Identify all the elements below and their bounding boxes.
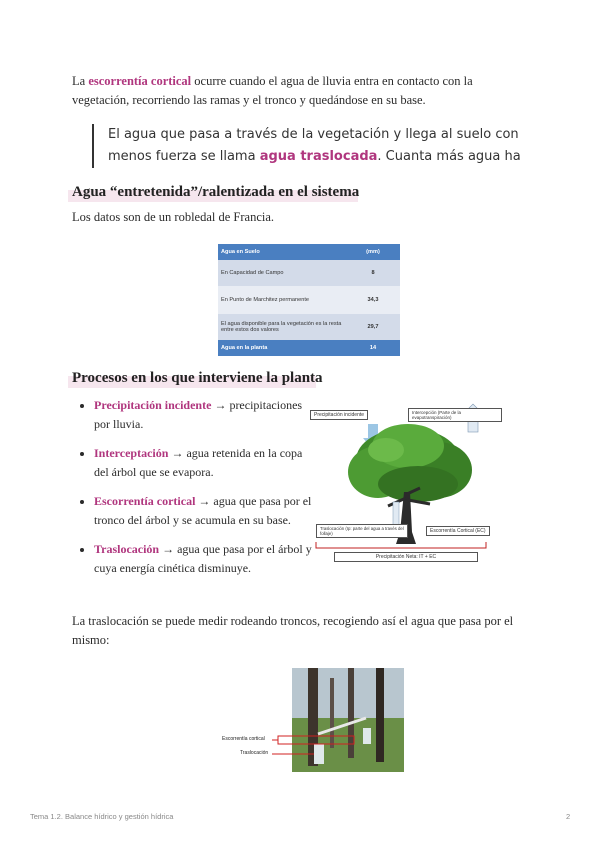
page-number: 2 (566, 812, 571, 821)
table-footer-cell: Agua en la planta (218, 340, 346, 356)
list-item (94, 396, 314, 434)
photo-bucket (314, 744, 324, 764)
section-title-procesos-text: Procesos en los que interviene la planta (72, 370, 323, 386)
label-intercept: Intercepción (Parte de la evapotranspiración) (408, 408, 502, 422)
table-header-cell: (mm) (346, 244, 400, 260)
photo-label-escorr: Escorrentía cortical (222, 736, 265, 742)
table-row (218, 260, 400, 286)
tree-diagram (308, 402, 502, 568)
intro-rest: ocurre cuando el agua de lluvia entra en contacto con la vegetación, recorriendo las ramas y el tronco y quedándose en su base. (72, 74, 473, 107)
table-cell: 34,3 (346, 286, 400, 314)
table-cell: 8 (346, 260, 400, 286)
measurement-photo (218, 668, 404, 772)
photo-bucket (363, 728, 371, 744)
table-cell: El agua disponible para la vegetación es la resta entre estos dos valores (218, 314, 346, 340)
intro-prefix: La (72, 74, 89, 88)
table-row (218, 314, 400, 340)
process-text: → precipitaciones por lluvia. (94, 398, 303, 431)
process-text: → agua que pasa por el árbol y cuya energía cinética disminuye. (94, 542, 312, 575)
table-cell: 29,7 (346, 314, 400, 340)
process-term: Interceptación (94, 446, 169, 460)
table-footer-row (218, 340, 400, 356)
quote-rest: . Cuanta más agua ha (377, 149, 521, 164)
list-item (94, 492, 314, 530)
quote-prefix: El agua que pasa a través de la vegetación y llega al suelo con menos fuerza se llama (108, 127, 519, 164)
process-text: → agua que pasa por el tronco del árbol y se acumula en su base. (94, 494, 312, 527)
forest-photo (218, 668, 404, 772)
section-title-procesos (72, 370, 323, 387)
process-term: Escorrentía cortical (94, 494, 196, 508)
tree-canopy (348, 424, 472, 502)
quote-term: agua traslocada (259, 149, 378, 164)
table-footer-cell: 14 (346, 340, 400, 356)
list-item (94, 444, 314, 482)
table-cell: En Capacidad de Campo (218, 260, 346, 286)
footer-title: Tema 1.2. Balance hídrico y gestión hídrica (30, 812, 174, 821)
photo-trunk (330, 678, 334, 748)
blockquote (92, 124, 548, 168)
table-row (218, 286, 400, 314)
process-list (78, 396, 314, 588)
table-cell: En Punto de Marchitez permanente (218, 286, 346, 314)
photo-trunk (376, 668, 384, 762)
list-item (94, 540, 314, 578)
intro-term: escorrentía cortical (88, 74, 192, 88)
process-term: Traslocación (94, 542, 160, 556)
label-precip: Precipitación incidente (310, 410, 368, 420)
label-escorr: Escorrentía Cortical (EC) (426, 526, 490, 536)
process-term: Precipitación incidente (94, 398, 212, 412)
tree-illustration (308, 402, 502, 568)
measure-paragraph: La traslocación se puede medir rodeando troncos, recogiendo así el agua que pasa por el mismo: (72, 614, 514, 647)
label-trasloc: Traslocación (Ip: parte del agua a través del follaje) (316, 524, 408, 538)
section-text: Los datos son de un robledal de Francia. (72, 210, 275, 224)
process-text: → agua retenida en la copa del árbol que se evapora. (94, 446, 303, 479)
intro-paragraph (72, 72, 532, 110)
section-title-agua (72, 184, 359, 201)
section-title-agua-text: Agua “entretenida”/ralentizada en el sistema (72, 184, 360, 200)
label-neta: Precipitación Neta: IT + EC (334, 552, 478, 562)
table-header-row (218, 244, 400, 260)
soil-water-table (218, 244, 400, 356)
photo-label-trasloc: Traslocación (240, 750, 269, 756)
table-header-cell: Agua en Suelo (218, 244, 346, 260)
